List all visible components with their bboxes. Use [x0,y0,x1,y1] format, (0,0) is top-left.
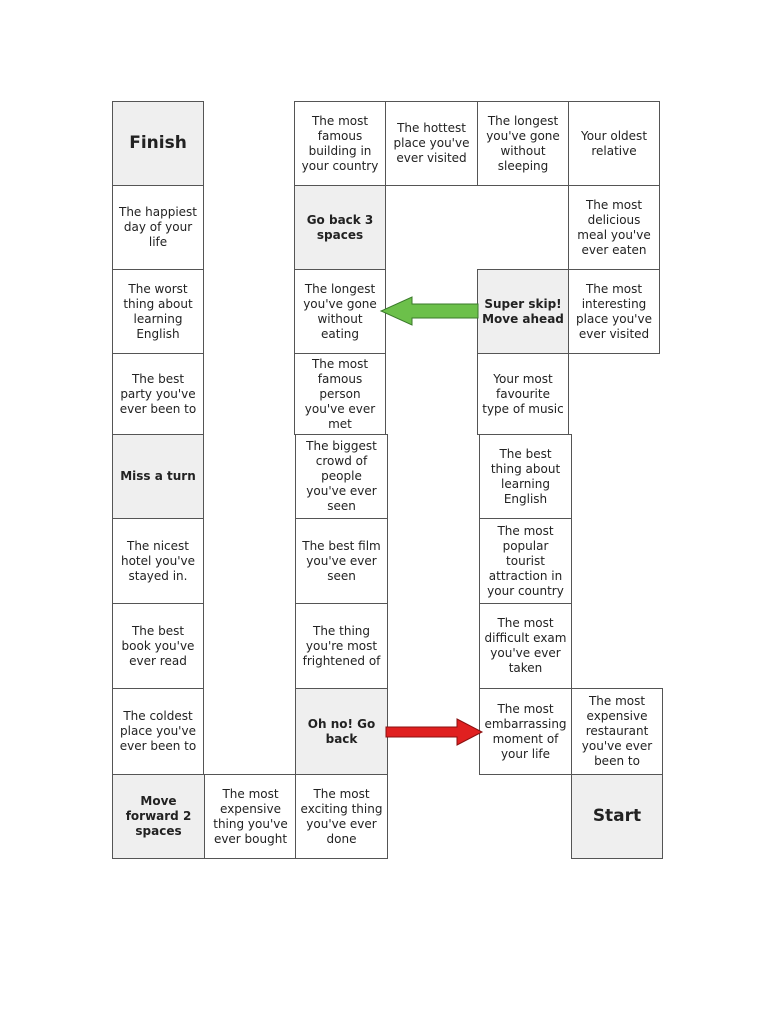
square-super-skip: Super skip! Move ahead [477,269,569,354]
square-best-film: The best film you've ever seen [295,518,388,604]
square-famous-person: The most famous person you've ever met [294,353,386,435]
square-famous-building: The most famous building in your country [294,101,386,186]
square-most-expensive-bought: The most expensive thing you've ever bought [204,774,297,859]
square-go-back-3: Go back 3 spaces [294,185,386,270]
square-longest-sleeping: The longest you've gone without sleeping [477,101,569,186]
square-best-party: The best party you've ever been to [112,353,204,435]
square-miss-turn: Miss a turn [112,434,204,519]
square-embarrassing-moment: The most embarrassing moment of your life [479,688,572,775]
square-move-forward: Move forward 2 spaces [112,774,205,859]
square-difficult-exam: The most difficult exam you've ever taken [479,603,572,689]
square-oh-no-go-back: Oh no! Go back [295,688,388,775]
square-happiest-day: The happiest day of your life [112,185,204,270]
square-popular-tourist: The most popular tourist attraction in your country [479,518,572,604]
square-biggest-crowd: The biggest crowd of people you've ever seen [295,434,388,519]
square-interesting-place: The most interesting place you've ever visited [568,269,660,354]
green-arrow-left [381,297,478,325]
square-best-book: The best book you've ever read [112,603,204,689]
square-longest-eating: The longest you've gone without eating [294,269,386,354]
red-arrow-right [386,719,482,745]
square-coldest-place: The coldest place you've ever been to [112,688,204,775]
square-oldest-relative: Your oldest relative [568,101,660,186]
square-most-exciting: The most exciting thing you've ever done [295,774,388,859]
square-worst-thing-english: The worst thing about learning English [112,269,204,354]
square-nicest-hotel: The nicest hotel you've stayed in. [112,518,204,604]
square-start: Start [571,774,663,859]
square-delicious-meal: The most delicious meal you've ever eaten [568,185,660,270]
square-most-frightened: The thing you're most frightened of [295,603,388,689]
square-favourite-music: Your most favourite type of music [477,353,569,435]
square-finish: Finish [112,101,204,186]
square-best-thing-english: The best thing about learning English [479,434,572,519]
square-expensive-restaurant: The most expensive restaurant you've ever been to [571,688,663,775]
square-hottest-place: The hottest place you've ever visited [385,101,478,186]
